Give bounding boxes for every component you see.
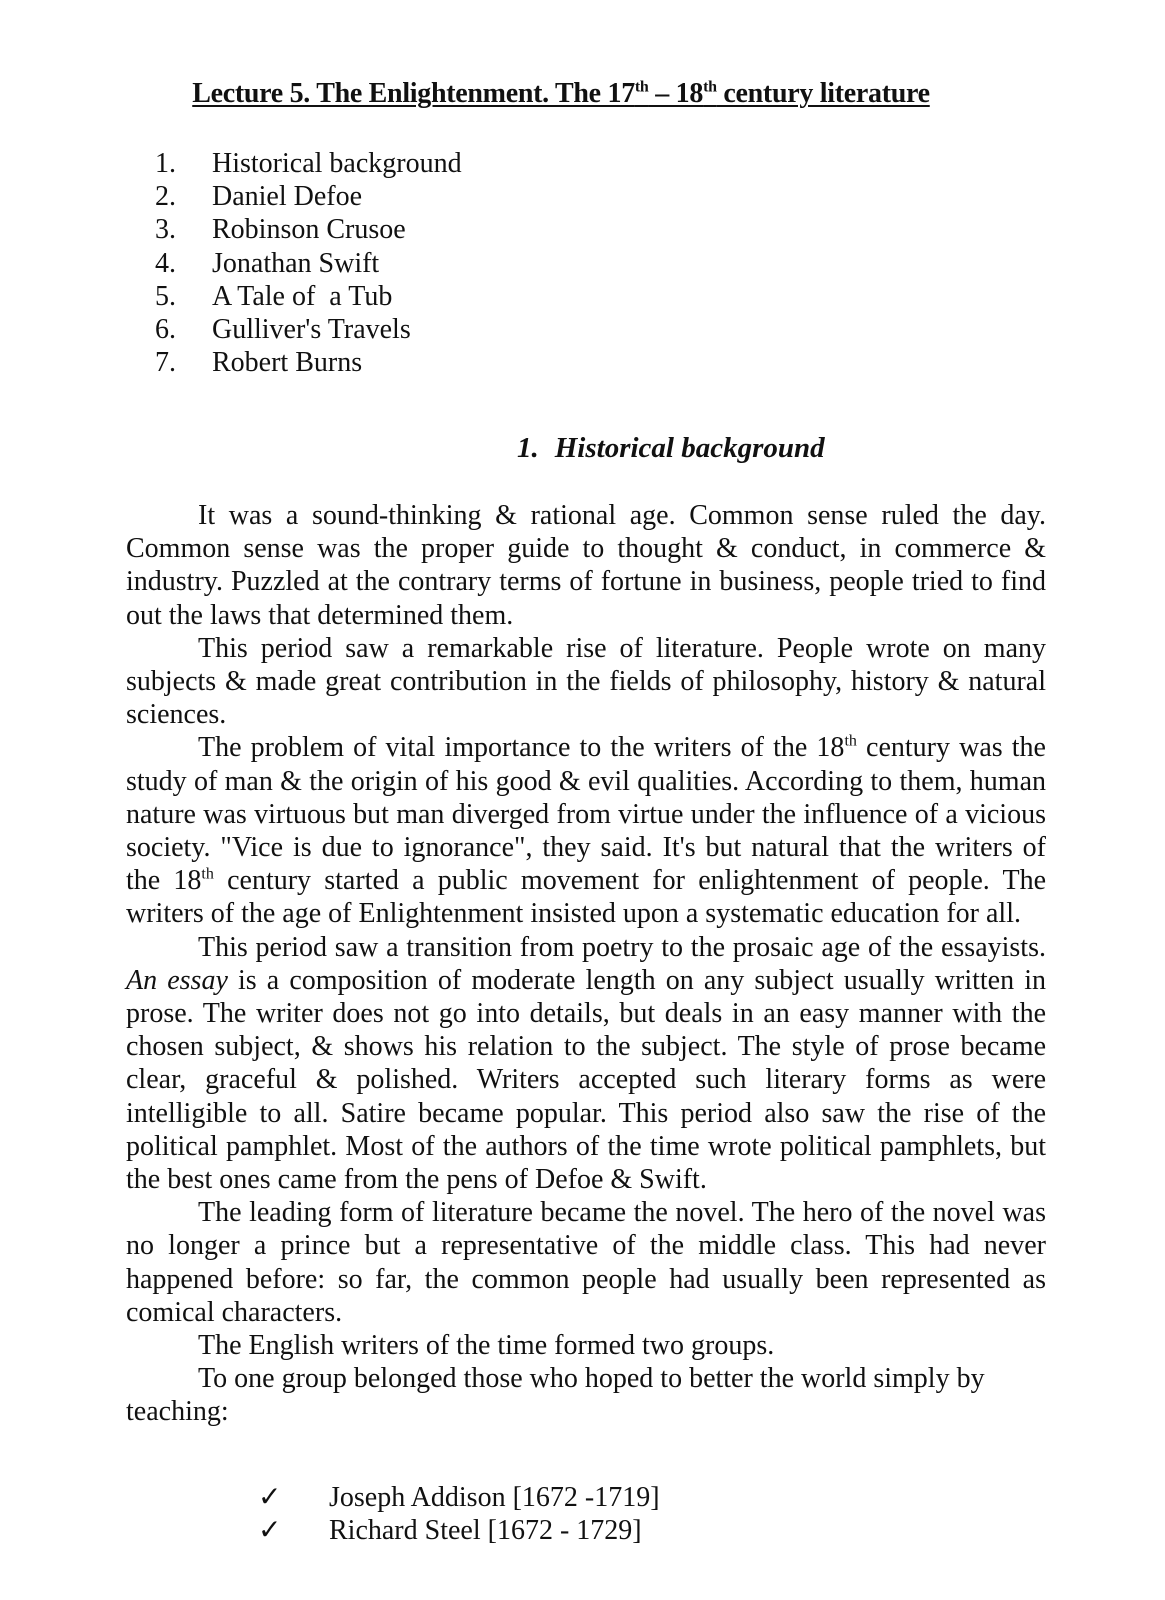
outline-item (155, 247, 462, 280)
paragraph: This period saw a remarkable rise of literature. People wrote on many subjects & made great contribution in the fields of philosophy, history & natural sciences. (126, 632, 1046, 731)
checklist-label: Richard Steel [1672 - 1729] (329, 1515, 642, 1547)
superscript: th (201, 865, 214, 883)
outline-number: 2. (155, 181, 176, 213)
outline-label: Jonathan Swift (212, 247, 380, 279)
outline-item (155, 313, 462, 346)
title-text: – 18 (648, 78, 704, 109)
lecture-title (0, 78, 1122, 110)
paragraph (126, 731, 1046, 930)
section-title: Historical background (554, 432, 825, 464)
checklist-item (258, 1514, 660, 1547)
outline-item (155, 180, 462, 213)
paragraph: It was a sound-thinking & rational age. Common sense ruled the day. Common sense was the proper guide to thought & conduct, in commerce & industry. Puzzled at the contrary terms of fortune in business, people tried to find out the laws that determined them. (126, 500, 1046, 631)
section-number: 1. (517, 432, 539, 464)
outline-item (155, 280, 462, 313)
italic-term: An essay (126, 964, 228, 996)
paragraph: The English writers of the time formed two groups. (198, 1330, 775, 1362)
outline-item (155, 213, 462, 246)
writers-checklist (258, 1481, 660, 1547)
outline-label: A Tale of a Tub (212, 280, 393, 312)
outline-number: 1. (155, 148, 176, 179)
outline-number: 6. (155, 314, 176, 346)
paragraph (126, 931, 1046, 1197)
outline-label: Robinson Crusoe (212, 214, 406, 246)
title-sup: th (703, 78, 717, 96)
checkmark-icon: ✓ (258, 1482, 282, 1513)
outline-label: Robert Burns (212, 347, 363, 379)
text: is a composition of moderate length on any subject usually written in prose. The writer does not go into details, but deals in an easy manner with the chosen subject, & shows his relation to the subject. The style of prose became clear, graceful & polished. Writers accepted such literary forms as were intelligible to all. Satire became popular. This period also saw the rise of the political pamphlet. Most of the authors of the time wrote political pamphlets, but the best ones came from the pens of Defoe & Swift. (126, 964, 1046, 1196)
text: century started a public movement for enlightenment of people. The writers of the age of Enlightenment insisted upon a systematic education for all. (126, 865, 1046, 930)
checkmark-icon: ✓ (258, 1515, 282, 1547)
outline-label: Daniel Defoe (212, 181, 363, 213)
outline-label: Historical background (212, 148, 462, 179)
outline-number: 4. (155, 247, 176, 279)
superscript: th (844, 733, 857, 751)
paragraph: The leading form of literature became the novel. The hero of the novel was no longer a prince but a representative of the middle class. This had never happened before: so far, the common people had usually been represented as comical characters. (126, 1197, 1046, 1328)
outline-number: 3. (155, 214, 176, 246)
text: century was the study of man & the origin of his good & evil qualities. According to them, human nature was virtuous but man diverged from virtue under the influence of a vicious society. "Vice is due to ignorance", they said. It's but natural that the writers of the 18 (126, 732, 1046, 897)
title-text: century literature (716, 78, 930, 109)
paragraph: To one group belonged those who hoped to better the world simply by teaching: (126, 1363, 985, 1428)
outline-item (155, 346, 462, 379)
outline-label: Gulliver's Travels (212, 314, 411, 346)
text: The problem of vital importance to the writers of the 18 (198, 732, 845, 764)
checklist-item (258, 1481, 660, 1514)
outline-number: 5. (155, 280, 176, 312)
section-heading (517, 432, 825, 465)
checklist-label: Joseph Addison [1672 -1719] (329, 1482, 660, 1513)
text: This period saw a transition from poetry to the prosaic age of the essayists. (198, 931, 1046, 963)
lecture-outline (155, 147, 462, 379)
outline-item (155, 147, 462, 180)
body-text (126, 499, 1046, 1429)
title-text: Lecture 5. The Enlightenment. The 17 (192, 78, 635, 109)
outline-number: 7. (155, 347, 176, 379)
title-sup: th (634, 78, 649, 96)
